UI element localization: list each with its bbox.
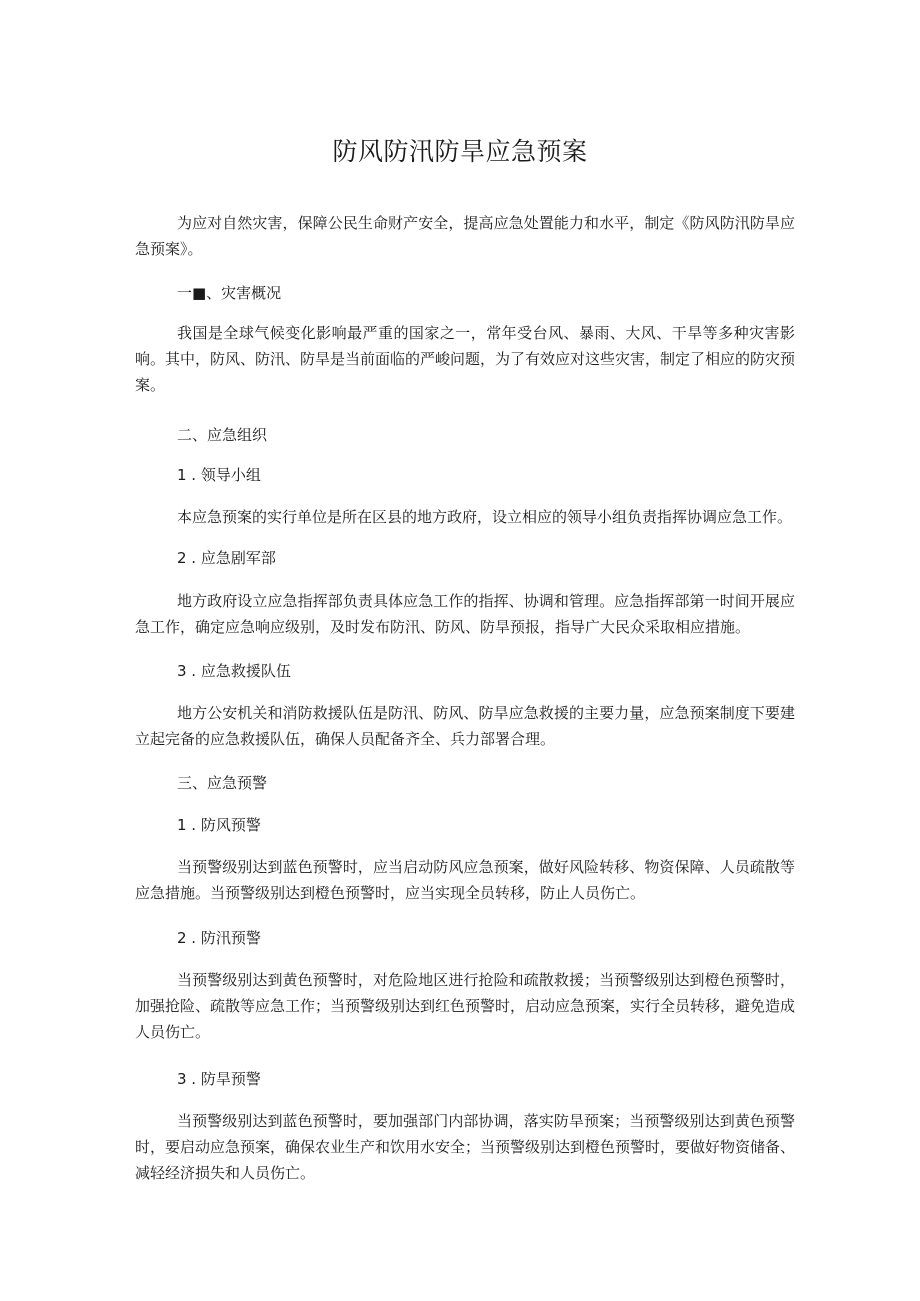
section3-item3-paragraph: 当预警级别达到蓝色预警时，要加强部门内部协调，落实防旱预案；当预警级别达到黄色预警时，要启动应急预案，确保农业生产和饮用水安全；当预警级别达到橙色预警时，要做好物资储备、减轻经济损失和人员伤亡。 (135, 1112, 796, 1182)
section2-item2-paragraph: 地方政府设立应急指挥部负责具体应急工作的指挥、协调和管理。应急指挥部第一时间开展应急工作，确定应急响应级别，及时发布防汛、防风、防旱预报，指导广大民众采取相应措施。 (135, 592, 795, 636)
section2-item1-heading: 1 . 领导小组 (177, 466, 261, 484)
section2-item3-heading: 3 . 应急救援队伍 (177, 662, 291, 680)
section3-item2-heading: 2 . 防汛预警 (177, 929, 261, 947)
section3-item1-heading: 1 . 防风预警 (177, 816, 261, 834)
section3-item1-paragraph: 当预警级别达到蓝色预警时，应当启动防风应急预案，做好风险转移、物资保障、人员疏散等应急措施。当预警级别达到橙色预警时，应当实现全员转移，防止人员伤亡。 (135, 858, 795, 902)
section3-item3-heading: 3 . 防旱预警 (177, 1070, 261, 1088)
section2-item3-paragraph: 地方公安机关和消防救援队伍是防汛、防风、防旱应急救援的主要力量，应急预案制度下要建立起完备的应急救援队伍，确保人员配备齐全、兵力部署合理。 (135, 704, 795, 748)
document-title: 防风防汛防旱应急预案 (332, 137, 588, 166)
section2-item1-paragraph: 本应急预案的实行单位是所在区县的地方政府，设立相应的领导小组负责指挥协调应急工作。 (177, 508, 793, 526)
section3-heading: 三、应急预警 (177, 774, 268, 792)
section3-item2-paragraph: 当预警级别达到黄色预警时，对危险地区进行抢险和疏散救援；当预警级别达到橙色预警时，加强抢险、疏散等应急工作；当预警级别达到红色预警时，启动应急预案，实行全员转移，避免造成人员伤亡。 (135, 971, 796, 1041)
section1-heading: 一■、灾害概况 (177, 284, 282, 302)
section2-heading: 二、应急组织 (177, 426, 268, 444)
section1-paragraph: 我国是全球气候变化影响最严重的国家之一，常年受台风、暴雨、大风、干旱等多种灾害影响。其中，防风、防汛、防旱是当前面临的严峻问题，为了有效应对这些灾害，制定了相应的防灾预案。 (135, 324, 796, 394)
intro-paragraph: 为应对自然灾害，保障公民生命财产安全，提高应急处置能力和水平，制定《防风防汛防旱应急预案》。 (135, 214, 795, 258)
section2-item2-heading: 2 . 应急剧军部 (177, 549, 276, 567)
